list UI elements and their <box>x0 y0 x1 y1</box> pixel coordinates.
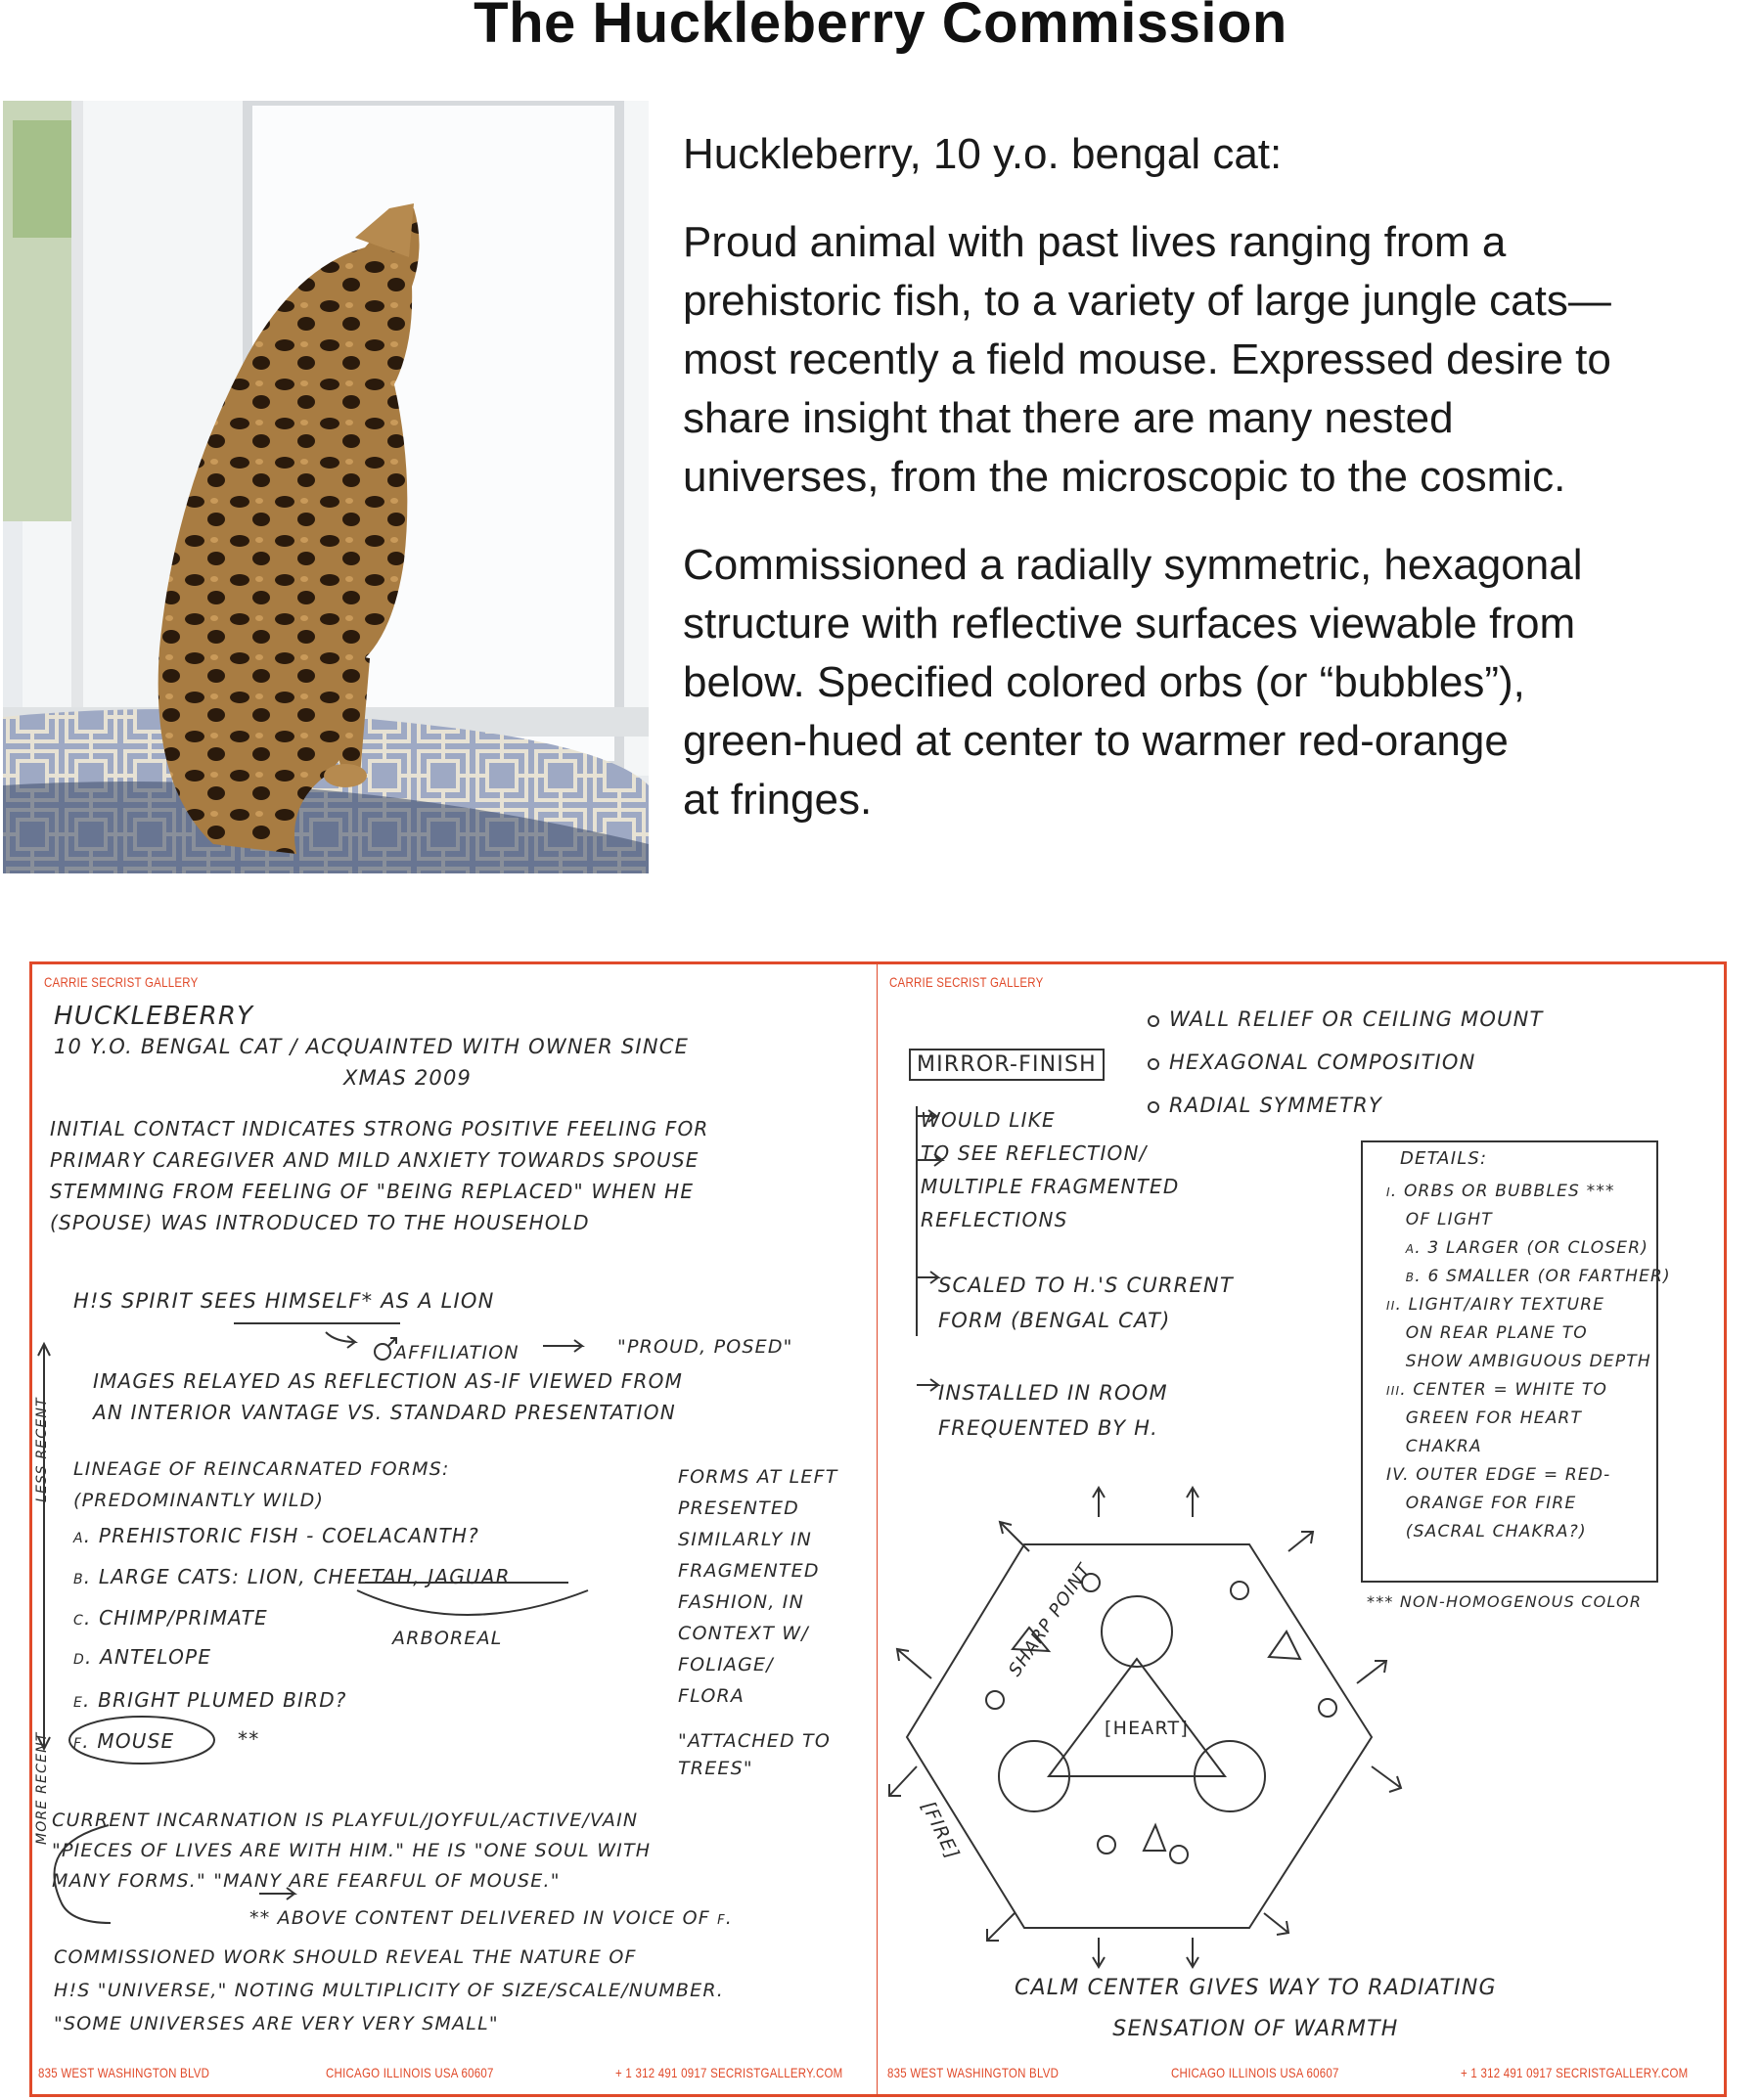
images-relayed-text: IMAGES RELAYED AS REFLECTION AS-IF VIEWED FROM AN INTERIOR VANTAGE VS. STANDARD PRESENTATION <box>93 1369 684 1424</box>
sharp-point-label: SHARP POINT <box>1005 1559 1096 1680</box>
bullet-item: HEXAGONAL COMPOSITION <box>1169 1050 1476 1074</box>
life-item: d. ANTELOPE <box>73 1645 212 1669</box>
gallery-city: CHICAGO ILLINOIS USA 60607 <box>326 2065 494 2080</box>
life-item: a. PREHISTORIC FISH - COELACANTH? <box>73 1524 479 1547</box>
small-orb <box>1098 1836 1115 1854</box>
heart-label: [HEART] <box>1105 1718 1189 1739</box>
calm-center-caption: CALM CENTER GIVES WAY TO RADIATING SENSATION OF WARMTH <box>1015 1976 1497 2041</box>
note-subtitle: 10 Y.O. BENGAL CAT / ACQUAINTED WITH OWNER SINCE <box>54 1035 690 1058</box>
small-orb <box>1170 1846 1188 1863</box>
small-triangle <box>1144 1825 1165 1851</box>
intro-commission: Commissioned a radially symmetric, hexagonal structure with reflective surfaces viewable from below. Specified colored orbs (or “bubbles”), green-hued at center to warmer red-orange at fringes. <box>683 541 1583 824</box>
current-incarnation-text: CURRENT INCARNATION IS PLAYFUL/JOYFUL/ACTIVE/VAIN "PIECES OF LIVES ARE WITH HIM." HE IS "ONE SOUL WITH MANY FORMS." "MANY ARE FEARFUL OF MOUSE." <box>52 1810 652 1892</box>
intro-heading: Huckleberry, 10 y.o. bengal cat: <box>683 130 1283 178</box>
mirror-finish-box: MIRROR-FINISH <box>909 1049 1105 1081</box>
large-orb <box>1102 1596 1172 1667</box>
small-orb <box>1319 1699 1336 1717</box>
fire-label: [FIRE] <box>917 1798 964 1863</box>
gallery-address: 835 WEST WASHINGTON BLVD <box>38 2065 210 2080</box>
mouse-stars: ** <box>238 1727 260 1751</box>
details-title: DETAILS: <box>1400 1148 1488 1169</box>
small-orb <box>986 1691 1004 1709</box>
affiliation-text: AFFILIATION <box>394 1342 519 1363</box>
commissioned-work-text: COMMISSIONED WORK SHOULD REVEAL THE NATURE OF H!S "UNIVERSE," NOTING MULTIPLICITY OF SIZE/SCALE/NUMBER. "SOME UNIVERSES ARE VERY VERY SMALL" <box>54 1946 724 2034</box>
small-triangle <box>1269 1631 1300 1659</box>
left-notes-panel <box>29 961 879 2097</box>
large-orb <box>999 1741 1069 1811</box>
commission-description <box>683 125 1759 859</box>
gallery-contact: + 1 312 491 0917 SECRISTGALLERY.COM <box>1461 2065 1689 2080</box>
arboreal-label: ARBOREAL <box>392 1628 503 1649</box>
life-item: b. LARGE CATS: LION, CHEETAH, JAGUAR <box>73 1565 511 1588</box>
initial-contact-text: INITIAL CONTACT INDICATES STRONG POSITIVE FEELING FOR PRIMARY CAREGIVER AND MILD ANXIETY TOWARDS SPOUSE STEMMING FROM FEELING OF "BEING REPLACED" WHEN HE (SPOUSE) WAS INTRODUCED TO THE HOUSEHOLD <box>50 1117 709 1234</box>
intro-past-lives: Proud animal with past lives ranging from a prehistoric fish, to a variety of large jungle cats— most recently a field mouse. Expressed desire to share insight that there are many nested universes, from the microscopic to the cosmic. <box>683 218 1611 501</box>
page-title: The Huckleberry Commission <box>474 0 1287 55</box>
large-orb <box>1195 1741 1265 1811</box>
life-item: e. BRIGHT PLUMED BIRD? <box>73 1688 347 1712</box>
above-content-note: ** ABOVE CONTENT DELIVERED IN VOICE OF f. <box>249 1907 734 1929</box>
gallery-contact: + 1 312 491 0917 SECRISTGALLERY.COM <box>615 2065 843 2080</box>
gallery-name: CARRIE SECRIST GALLERY <box>44 974 199 990</box>
note-name: HUCKLEBERRY <box>54 1002 254 1031</box>
scaled-text: SCALED TO H.'S CURRENT FORM (BENGAL CAT) <box>938 1273 1234 1332</box>
gallery-city: CHICAGO ILLINOIS USA 60607 <box>1171 2065 1339 2080</box>
more-recent-label: MORE RECENT <box>34 1731 50 1845</box>
life-item: c. CHIMP/PRIMATE <box>73 1606 268 1630</box>
lineage-text: LINEAGE OF REINCARNATED FORMS: (PREDOMINANTLY WILD) <box>73 1458 450 1511</box>
attached-note: "ATTACHED TO TREES" <box>678 1730 832 1779</box>
gallery-address: 835 WEST WASHINGTON BLVD <box>887 2065 1060 2080</box>
bullet-item: RADIAL SYMMETRY <box>1169 1094 1382 1117</box>
bullet-item: WALL RELIEF OR CEILING MOUNT <box>1169 1007 1544 1031</box>
life-item-mouse: f. MOUSE <box>73 1729 175 1753</box>
installed-text: INSTALLED IN ROOM FREQUENTED BY H. <box>938 1381 1168 1440</box>
gallery-name: CARRIE SECRIST GALLERY <box>889 974 1044 990</box>
spirit-text: H!S SPIRIT SEES HIMSELF* AS A LION <box>73 1289 495 1313</box>
proud-text: "PROUD, POSED" <box>617 1336 793 1358</box>
forms-note: FORMS AT LEFT PRESENTED SIMILARLY IN FRAGMENTED FASHION, IN CONTEXT W/ FOLIAGE/ FLORA <box>678 1466 838 1707</box>
would-like-text: WOULD LIKE TO SEE REFLECTION/ MULTIPLE FRAGMENTED REFLECTIONS <box>921 1108 1180 1231</box>
less-recent-label: LESS RECENT <box>34 1397 50 1502</box>
non-homogenous-note: *** NON-HOMOGENOUS COLOR <box>1367 1592 1643 1611</box>
details-list: i. ORBS OR BUBBLES *** OF LIGHT a. 3 LARGER (OR CLOSER) b. 6 SMALLER (OR FARTHER) ii. LIGHT/AIRY TEXTURE ON REAR PLANE TO SHOW AMBIGUOUS DEPTH iii. CENTER = WHITE TO GREEN FOR HEART CHAKRA IV. OUTER EDGE = RED- ORANGE FOR FIRE (SACRAL CHAKRA?) <box>1386 1182 1671 1541</box>
note-since: XMAS 2009 <box>343 1066 473 1090</box>
right-notes-panel <box>877 961 1727 2097</box>
cat-photo <box>3 101 649 873</box>
small-orb <box>1231 1582 1248 1599</box>
